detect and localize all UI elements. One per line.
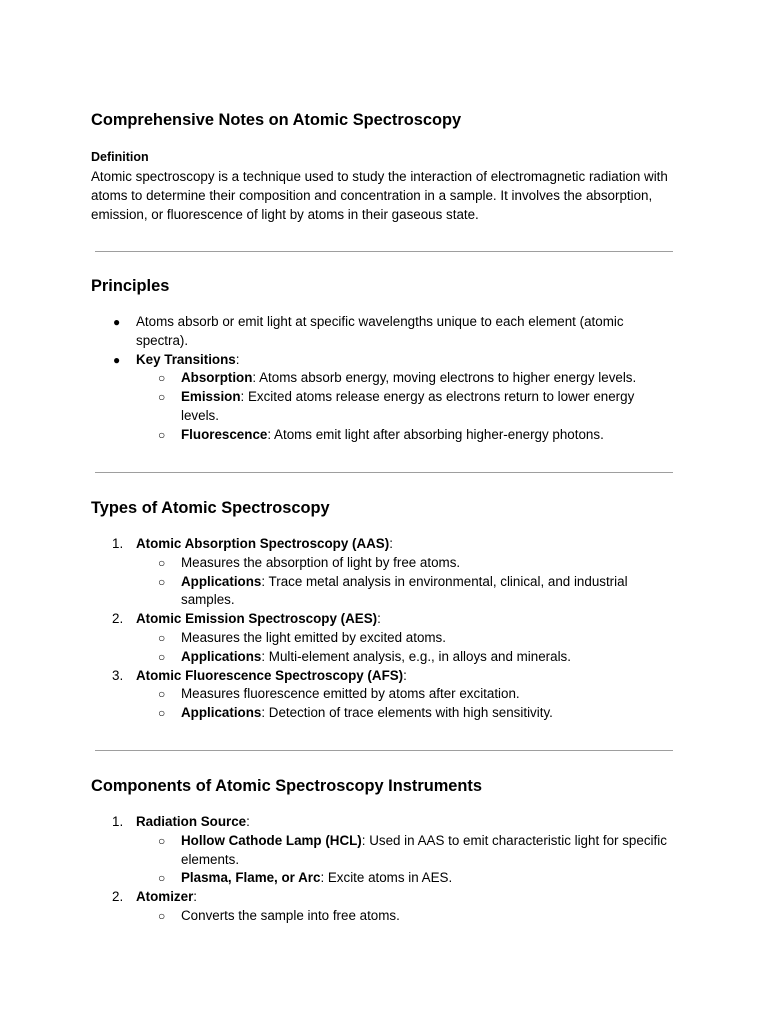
list-item [91, 535, 671, 610]
list-item-text: Atomic Absorption Spectroscopy (AAS): [136, 536, 393, 551]
sub-bullet-marker: ○ [158, 390, 166, 405]
list-item-text: Atoms absorb or emit light at specific wavelengths unique to each element (atomic spectra). [136, 314, 624, 348]
sub-bullet-marker: ○ [158, 833, 166, 848]
sub-list-item [136, 573, 671, 611]
types-heading: Types of Atomic Spectroscopy [91, 499, 330, 517]
sub-list [136, 685, 671, 723]
bullet-marker: ● [113, 315, 121, 329]
sub-list-item [136, 648, 671, 667]
sub-list-item-text: Applications: Detection of trace elements with high sensitivity. [181, 705, 553, 721]
principles-heading: Principles [91, 277, 170, 295]
sub-bullet-marker: ○ [158, 630, 166, 645]
list-item-text: Key Transitions: [136, 351, 240, 367]
bold-term: Radiation Source [136, 814, 247, 829]
bold-term: Atomizer [136, 889, 194, 905]
list-item [91, 313, 671, 351]
sub-list-item [136, 685, 671, 704]
list-number: 3. [112, 667, 124, 683]
list-number: 1. [112, 536, 124, 551]
sub-list-item [136, 629, 671, 648]
bold-term: Emission [181, 389, 241, 405]
sub-list [136, 369, 671, 444]
sub-bullet-marker: ○ [158, 427, 166, 442]
bold-term: Plasma, Flame, or Arc [181, 870, 321, 886]
sub-bullet-marker: ○ [158, 687, 166, 702]
list-item-text: Atomizer: [136, 889, 198, 905]
bold-term: Applications [181, 648, 262, 664]
sub-list-item-text: Plasma, Flame, or Arc: Excite atoms in AES. [181, 870, 453, 886]
list-item [91, 351, 671, 445]
sub-list-item-text: Applications: Multi-element analysis, e.g., in alloys and minerals. [181, 648, 571, 664]
sub-list [136, 554, 671, 610]
list-number: 2. [112, 611, 124, 627]
sub-bullet-marker: ○ [158, 706, 166, 721]
list-item [91, 610, 671, 666]
bold-term: Hollow Cathode Lamp (HCL) [181, 832, 362, 848]
list-item-text: Atomic Emission Spectroscopy (AES): [136, 611, 381, 627]
bold-term: Fluorescence [181, 426, 268, 442]
bold-term: Atomic Absorption Spectroscopy (AAS) [136, 536, 390, 551]
list-item-text: Radiation Source: [136, 814, 250, 829]
sub-list-item-text: Emission: Excited atoms release energy as electrons return to lower energy levels. [181, 389, 635, 423]
components-list [91, 813, 671, 926]
list-number: 1. [112, 814, 124, 829]
bullet-marker: ● [113, 352, 121, 367]
section-divider [95, 750, 673, 751]
sub-bullet-marker: ○ [158, 555, 166, 570]
definition-label: Definition [91, 150, 149, 164]
sub-list [136, 629, 671, 667]
list-number: 2. [112, 889, 124, 905]
sub-list-item [136, 388, 671, 426]
list-item-text: Atomic Fluorescence Spectroscopy (AFS): [136, 667, 407, 683]
definition-text: Atomic spectroscopy is a technique used to study the interaction of electromagnetic radiation with atoms to determine their composition and concentration in a sample. It involves the absorption, emission, or fluorescence of light by atoms in their gaseous state. [91, 169, 668, 222]
sub-bullet-marker: ○ [158, 649, 166, 664]
sub-list-item [136, 704, 671, 723]
sub-list-item [136, 907, 671, 926]
list-item [91, 667, 671, 723]
bold-term: Applications [181, 705, 262, 721]
bold-term: Absorption [181, 370, 253, 386]
sub-list-item [136, 832, 671, 870]
sub-list-item-text: Fluorescence: Atoms emit light after absorbing higher-energy photons. [181, 426, 604, 442]
list-item [91, 813, 671, 888]
principles-list [91, 313, 671, 445]
section-divider [95, 251, 673, 252]
bold-term: Atomic Fluorescence Spectroscopy (AFS) [136, 667, 404, 683]
sub-list-item-text: Measures fluorescence emitted by atoms after excitation. [181, 686, 520, 702]
sub-list-item-text: Converts the sample into free atoms. [181, 907, 400, 923]
sub-list-item-text: Applications: Trace metal analysis in environmental, clinical, and industrial samples. [181, 573, 628, 608]
sub-list-item-text: Measures the light emitted by excited atoms. [181, 629, 446, 645]
types-list [91, 535, 671, 723]
sub-bullet-marker: ○ [158, 871, 166, 886]
sub-list-item [136, 426, 671, 445]
sub-bullet-marker: ○ [158, 371, 166, 386]
sub-list-item [136, 369, 671, 388]
section-divider [95, 472, 673, 473]
sub-list-item-text: Absorption: Atoms absorb energy, moving electrons to higher energy levels. [181, 370, 637, 386]
sub-list [136, 832, 671, 888]
bold-term: Key Transitions [136, 351, 236, 367]
document-title: Comprehensive Notes on Atomic Spectroscopy [91, 111, 462, 129]
bold-term: Applications [181, 573, 262, 589]
components-heading: Components of Atomic Spectroscopy Instruments [91, 777, 482, 795]
sub-bullet-marker: ○ [158, 908, 166, 923]
sub-list [136, 907, 671, 926]
sub-list-item-text: Hollow Cathode Lamp (HCL): Used in AAS to emit characteristic light for specific elements. [181, 832, 667, 867]
sub-bullet-marker: ○ [158, 574, 166, 589]
sub-list-item [136, 554, 671, 573]
sub-list-item [136, 869, 671, 888]
bold-term: Atomic Emission Spectroscopy (AES) [136, 611, 378, 627]
sub-list-item-text: Measures the absorption of light by free atoms. [181, 554, 461, 570]
list-item [91, 888, 671, 926]
